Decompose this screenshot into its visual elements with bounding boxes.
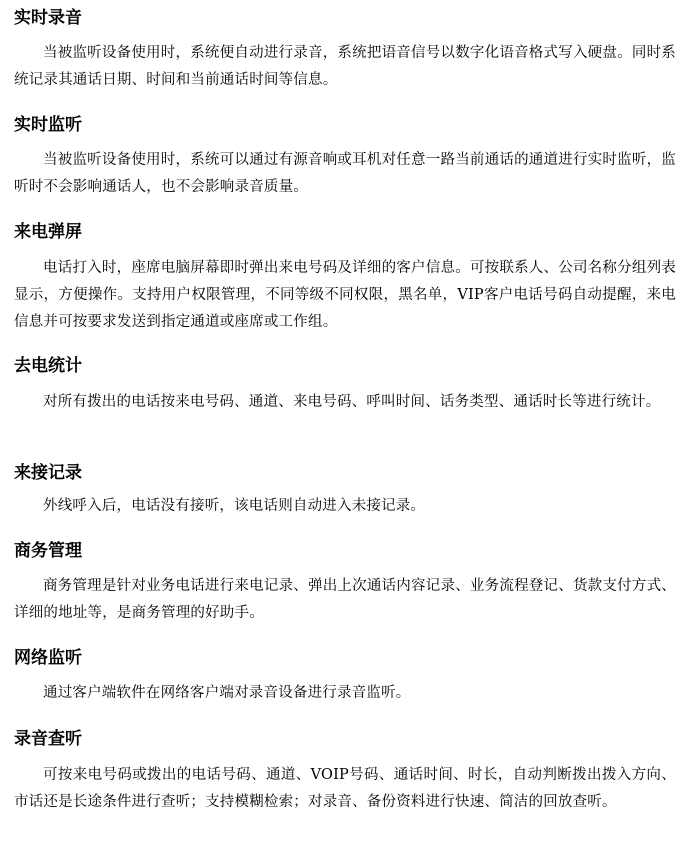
section-heading: 实时录音 bbox=[14, 8, 82, 28]
section-paragraph: 电话打入时，座席电脑屏幕即时弹出来电号码及详细的客户信息。可按联系人、公司名称分组列表显示，方便操作。支持用户权限管理，不同等级不同权限，黑名单，VIP客户电话号码自动提醒，来电信息并可按要求发送到指定通道或座席或工作组。 bbox=[14, 260, 676, 330]
section-paragraph: 当被监听设备使用时，系统可以通过有源音响或耳机对任意一路当前通话的通道进行实时监听，监听时不会影响通话人，也不会影响录音质量。 bbox=[14, 152, 676, 195]
section-paragraph: 对所有拨出的电话按来电号码、通道、来电号码、呼叫时间、话务类型、通话时长等进行统计。 bbox=[43, 394, 661, 410]
section-heading: 录音查听 bbox=[14, 729, 82, 749]
section-heading: 去电统计 bbox=[14, 356, 82, 376]
section-paragraph: 外线呼入后，电话没有接听，该电话则自动进入未接记录。 bbox=[43, 498, 426, 514]
section-heading: 来电弹屏 bbox=[14, 222, 82, 242]
section-heading: 来接记录 bbox=[14, 463, 82, 483]
section-heading: 实时监听 bbox=[14, 115, 82, 135]
section-paragraph: 可按来电号码或拨出的电话号码、通道、VOIP号码、通话时间、时长，自动判断拨出拨入方向、市话还是长途条件进行查听；支持模糊检索；对录音、备份资料进行快速、简洁的回放查听。 bbox=[14, 767, 676, 810]
section-heading: 网络监听 bbox=[14, 648, 82, 668]
section-paragraph: 当被监听设备使用时，系统便自动进行录音，系统把语音信号以数字化语音格式写入硬盘。同时系统记录其通话日期、时间和当前通话时间等信息。 bbox=[14, 45, 676, 88]
section-paragraph: 商务管理是针对业务电话进行来电记录、弹出上次通话内容记录、业务流程登记、货款支付方式、详细的地址等，是商务管理的好助手。 bbox=[14, 578, 676, 621]
section-heading: 商务管理 bbox=[14, 541, 82, 561]
section-paragraph: 通过客户端软件在网络客户端对录音设备进行录音监听。 bbox=[43, 685, 411, 701]
